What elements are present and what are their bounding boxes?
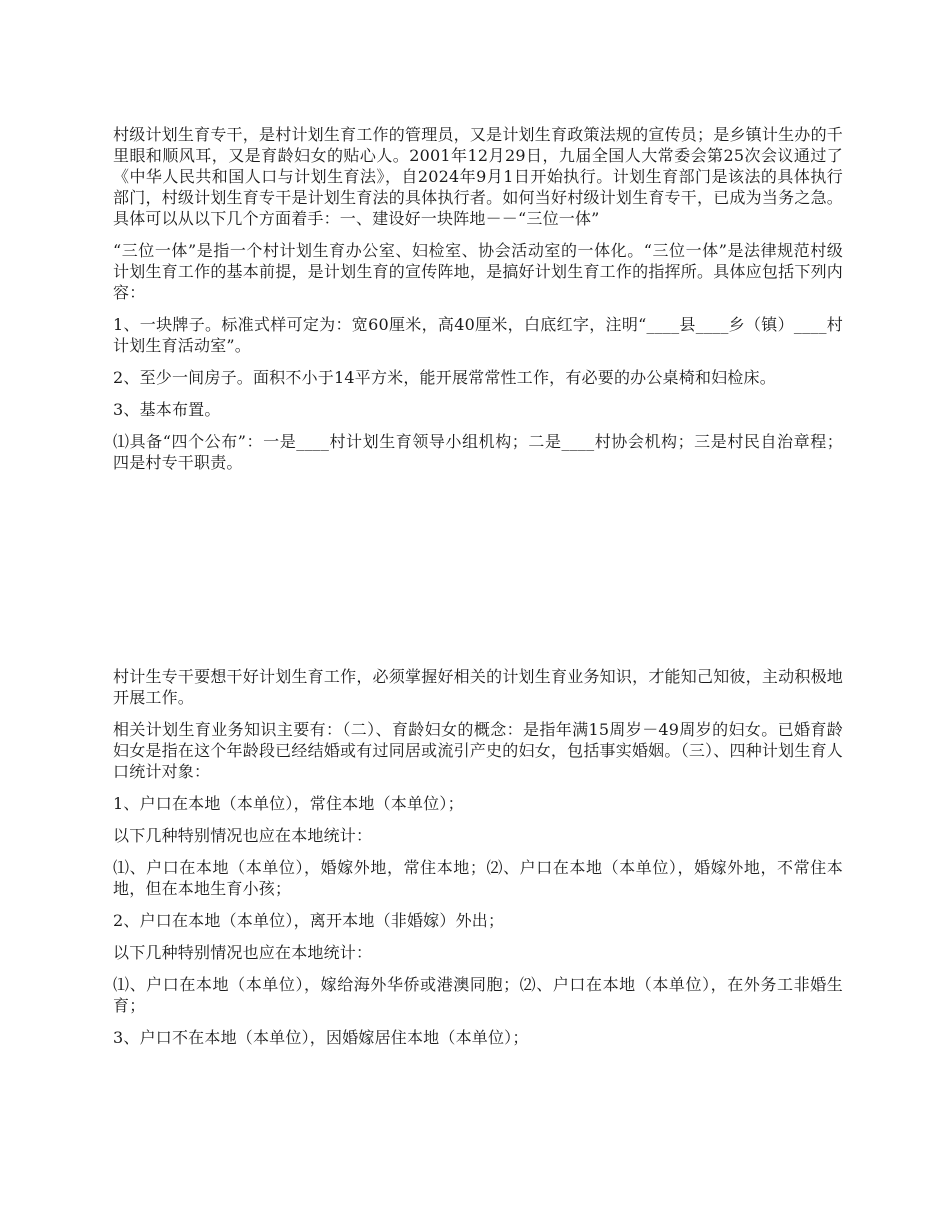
paragraph-special-cases-1-detail: ⑴、户口在本地（本单位），婚嫁外地，常住本地；⑵、户口在本地（本单位），婚嫁外地，不常住本地，但在本地生育小孩； xyxy=(113,858,843,898)
paragraph-knowledge-intro: 村计生专干要想干好计划生育工作，必须掌握好相关的计划生育业务知识，才能知己知彼，主动积极地开展工作。 xyxy=(113,667,843,707)
paragraph-room: 2、至少一间房子。面积不小于14平方米，能开展常常性工作，有必要的办公桌椅和妇检床。 xyxy=(113,368,776,387)
paragraph-three-in-one: “三位一体”是指一个村计划生育办公室、妇检室、协会活动室的一体化。“三位一体”是法律规范村级计划生育工作的基本前提，是计划生育的宣传阵地，是搞好计划生育工作的指挥所。具体应包括下列内容： xyxy=(113,241,843,302)
paragraph-four-announcements: ⑴具备“四个公布”：一是____村计划生育领导小组机构；二是____村协会机构；三是村民自治章程；四是村专干职责。 xyxy=(113,432,843,472)
paragraph-special-cases-2-detail: ⑴、户口在本地（本单位），嫁给海外华侨或港澳同胞；⑵、户口在本地（本单位），在外务工非婚生育； xyxy=(113,975,843,1015)
section-business-knowledge xyxy=(113,666,843,1059)
paragraph-intro: 村级计划生育专干，是村计划生育工作的管理员，又是计划生育政策法规的宣传员；是乡镇计生办的千里眼和顺风耳，又是育龄妇女的贴心人。2001年12月29日，九届全国人大常委会第25次会议通过了《中华人民共和国人口与计划生育法》，自2024年9月1日开始执行。计划生育部门是该法的具体执行部门，村级计划生育专干是计划生育法的具体执行者。如何当好村级计划生育专干，已成为当务之急。具体可以从以下几个方面着手：一、建设好一块阵地－－“三位一体” xyxy=(113,125,843,228)
paragraph-special-cases-1: 以下几种特别情况也应在本地统计： xyxy=(113,826,373,845)
paragraph-special-cases-2: 以下几种特别情况也应在本地统计： xyxy=(113,943,373,962)
paragraph-women-definition: 相关计划生育业务知识主要有：（二）、育龄妇女的概念：是指年满15周岁－49周岁的妇女。已婚育龄妇女是指在这个年龄段已经结婚或有过同居或流引产史的妇女，包括事实婚姻。（三）、四种计划生育人口统计对象： xyxy=(113,720,843,781)
paragraph-basic-layout: 3、基本布置。 xyxy=(113,400,221,419)
paragraph-stat-object-2: 2、户口在本地（本单位），离开本地（非婚嫁）外出； xyxy=(113,911,505,930)
paragraph-signboard: 1、一块牌子。标准式样可定为：宽60厘米，高40厘米，白底红字，注明“____县____乡（镇）____村计划生育活动室”。 xyxy=(113,315,843,355)
paragraph-stat-object-3: 3、户口不在本地（本单位），因婚嫁居住本地（本单位）； xyxy=(113,1028,529,1047)
section-village-planning-office xyxy=(113,124,843,484)
paragraph-stat-object-1: 1、户口在本地（本单位），常住本地（本单位）； xyxy=(113,794,464,813)
